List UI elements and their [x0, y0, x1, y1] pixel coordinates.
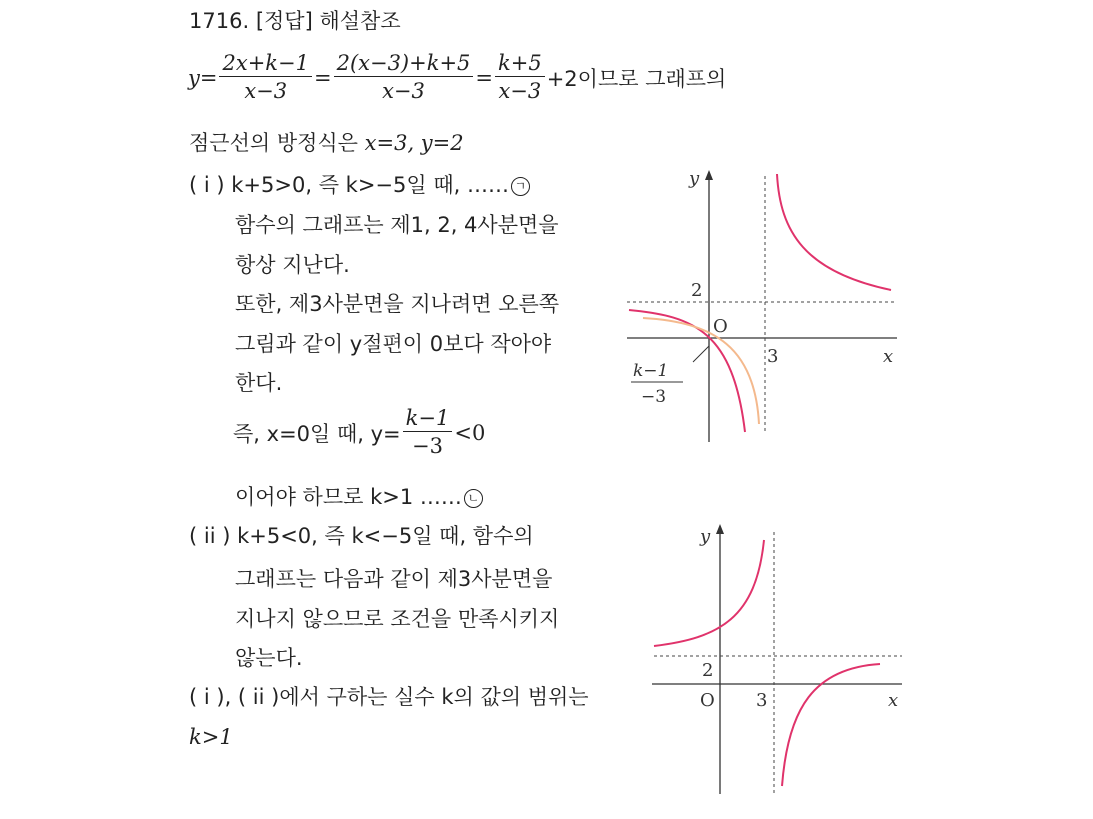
hyperbola-upper-right	[777, 174, 891, 290]
case2-line2: 그래프는 다음과 같이 제3사분면을	[235, 567, 553, 591]
intercept-numerator: k−1	[403, 405, 453, 432]
graph2-two: 2	[702, 660, 714, 681]
eq-equals-2: =	[313, 65, 332, 90]
case1-line8	[235, 484, 483, 510]
case1-line3: 항상 지난다.	[235, 253, 350, 277]
conclusion-line2: k>1	[189, 725, 233, 749]
graph-case1	[615, 162, 905, 452]
fraction-3-numerator: k+5	[495, 50, 545, 77]
y-arrow	[716, 524, 724, 534]
fraction-3	[495, 50, 545, 105]
graph1-two: 2	[691, 280, 703, 301]
graph2-three: 3	[756, 690, 768, 711]
graph2-y-label: y	[700, 526, 711, 547]
case1-cond: k+5>0, 즉 k>−5일 때, ……	[231, 173, 509, 197]
asymptote-math: x=3, y=2	[364, 131, 464, 155]
graph-case2	[640, 518, 930, 808]
conclusion-line1: ( i ), ( ii )에서 구하는 실수 k의 값의 범위는	[189, 685, 589, 709]
fraction-1	[219, 50, 311, 105]
fraction-3-denominator: x−3	[498, 79, 542, 103]
fraction-2-denominator: x−3	[382, 79, 425, 103]
asymptote-text: 점근선의 방정식은	[189, 131, 358, 155]
case1-line4: 또한, 제3사분면을 지나려면 오른쪽	[235, 292, 560, 316]
problem-header	[189, 8, 401, 34]
case2-line1	[189, 523, 534, 549]
eq-tail: +2이므로 그래프의	[546, 66, 727, 91]
fraction-1-denominator: x−3	[244, 79, 288, 103]
problem-number: 1716.	[189, 9, 250, 33]
graph1-x-label: x	[883, 346, 894, 367]
circled-mark-1: ㄱ	[511, 177, 530, 196]
case1-l7-pre: 즉, x=0일 때, y=	[233, 421, 401, 446]
case2-line3: 지나지 않으므로 조건을 만족시키지	[235, 607, 560, 631]
case2-line4: 않는다.	[235, 646, 303, 670]
graph2-origin: O	[700, 690, 715, 711]
fraction-2	[334, 50, 474, 105]
answer-tag: [정답]	[255, 9, 313, 33]
case1-line7	[233, 405, 485, 460]
case1-tag: ( i )	[189, 173, 225, 197]
intercept-fraction	[403, 405, 453, 460]
intercept-denominator: −3	[412, 434, 443, 458]
case2-l1: k+5<0, 즉 k<−5일 때, 함수의	[237, 524, 534, 548]
case1-line5: 그림과 같이 y절편이 0보다 작아야	[235, 332, 552, 356]
graph1-intercept-num: k−1	[633, 361, 669, 381]
eq-equals-1: =	[199, 65, 218, 90]
hyperbola-upper-left	[654, 540, 764, 646]
case2-tag: ( ii )	[189, 524, 231, 548]
case1-condition	[189, 172, 530, 198]
circled-mark-2: ㄴ	[464, 489, 483, 508]
graph2-x-label: x	[888, 690, 899, 711]
graph1-y-label: y	[689, 168, 700, 189]
case1-l7-post: <0	[454, 420, 486, 445]
asymptote-line	[189, 130, 464, 156]
fraction-1-numerator: 2x+k−1	[219, 50, 311, 77]
equation-main	[188, 50, 726, 105]
intercept-pointer	[693, 346, 709, 362]
case1-l8-text: 이어야 하므로 k>1 ……	[235, 485, 462, 509]
graph1-intercept-den: −3	[641, 387, 667, 407]
answer-text: 해설참조	[319, 9, 401, 33]
case1-line2: 함수의 그래프는 제1, 2, 4사분면을	[235, 213, 559, 237]
case1-line6: 한다.	[235, 371, 283, 395]
eq-lhs: y	[188, 65, 200, 90]
y-arrow	[705, 170, 713, 180]
hyperbola-lower-right	[782, 664, 880, 786]
eq-equals-3: =	[475, 65, 494, 90]
graph1-origin: O	[713, 316, 728, 337]
fraction-2-numerator: 2(x−3)+k+5	[334, 50, 474, 77]
graph1-three: 3	[767, 346, 779, 367]
